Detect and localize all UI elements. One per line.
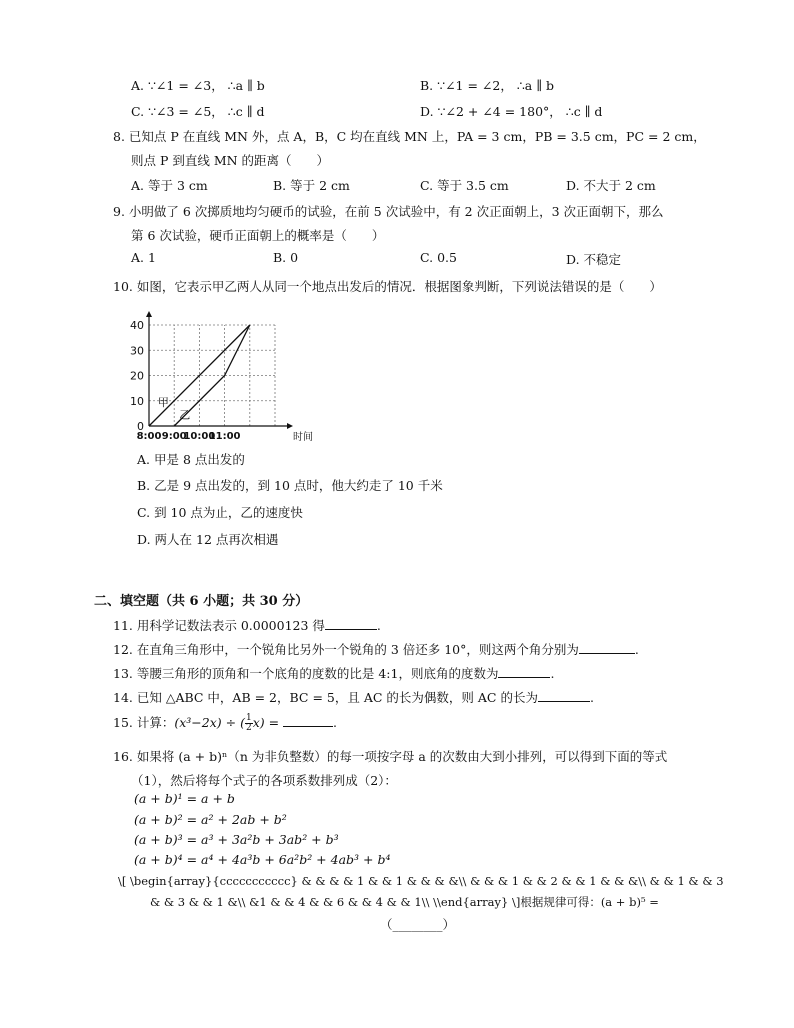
q10-option-b: B. 乙是 9 点出发的，到 10 点时，他大约走了 10 千米 [137,478,443,493]
y-tick-label: 40 [130,319,144,332]
q9-option-b: B. 0 [273,250,299,265]
q16-stem-line1: 16. 如果将 (a + b)ⁿ（n 为非负整数）的每一项按字母 a 的次数由大到小排列，可以得到下面的等式 [113,749,668,764]
series-label: 甲 [157,395,169,409]
q14-text: 14. 已知 △ABC 中，AB = 2，BC = 5，且 AC 的长为偶数，则 AC 的长为 [113,690,538,705]
q15-frac-den: 2 [245,723,252,733]
q12-answer-blank[interactable] [579,641,635,654]
q9-option-c: C. 0.5 [420,250,457,265]
q14-answer-blank[interactable] [538,689,590,702]
q9-option-d: D. 不稳定 [566,252,622,267]
q13 [113,664,554,682]
q7-option-c: C. ∵∠3 = ∠5， ∴c ∥ d [131,104,265,119]
q9-stem-line1: 9. 小明做了 6 次掷质地均匀硬币的试验，在前 5 次试验中，有 2 次正面朝上，3 次正面朝下，那么 [113,204,664,219]
q15-expr: (x³−2x) ÷ ( [174,715,245,730]
q12-end: . [634,642,639,657]
q12-text: 12. 在直角三角形中，一个锐角比另外一个锐角的 3 倍还多 10°，则这两个角分别为 [113,642,579,657]
q9-stem-line2: 第 6 次试验，硬币正面朝上的概率是（ ） [131,228,385,243]
q11 [113,616,381,634]
q8-option-a: A. 等于 3 cm [131,178,208,193]
q15-prefix: 15. 计算： [113,715,175,730]
q11-answer-blank[interactable] [325,617,377,630]
q8-option-d: D. 不大于 2 cm [566,178,656,193]
q16-stem-line2: （1），然后将每个式子的各项系数排列成（2）： [131,773,397,788]
q8-option-c: C. 等于 3.5 cm [420,178,509,193]
y-axis-arrow [146,311,152,317]
x-tick-label: 9:00 [161,431,187,442]
q12 [113,640,639,658]
q15 [113,713,337,733]
q15-fraction [245,714,253,733]
q16-equation-3: (a + b)³ = a³ + 3a²b + 3ab² + b³ [134,832,339,847]
x-tick-label: 10:00 [183,431,216,442]
x-axis-arrow [287,423,293,429]
q16-equation-4: (a + b)⁴ = a⁴ + 4a³b + 6a²b² + 4ab³ + b⁴ [134,852,391,867]
q7-option-b: B. ∵∠1 = ∠2， ∴a ∥ b [420,78,554,93]
q10-option-d: D. 两人在 12 点再次相遇 [137,532,279,547]
q10-chart [125,310,325,446]
x-tick-label: 8:00 [136,431,162,442]
q15-end: . [333,715,338,730]
q16-answer-blank[interactable]: （________） [380,917,456,932]
q10-stem: 10. 如图，它表示甲乙两人从同一个地点出发后的情况．根据图象判断，下列说法错误的是（ ） [113,279,662,294]
q9-option-a: A. 1 [131,250,156,265]
q15-answer-blank[interactable] [283,714,333,727]
q14 [113,688,594,706]
q13-end: . [550,666,555,681]
q15-frac-num: 1 [245,713,252,723]
q13-answer-blank[interactable] [498,665,550,678]
q13-text: 13. 等腰三角形的顶角和一个底角的度数的比是 4:1，则底角的度数为 [113,666,499,681]
q8-stem-line2: 则点 P 到直线 MN 的距离（ ） [131,153,330,168]
q14-end: . [589,690,594,705]
q10-option-c: C. 到 10 点为止，乙的速度快 [137,505,303,520]
q11-end: . [376,618,381,633]
q11-text: 11. 用科学记数法表示 0.0000123 得 [113,618,325,633]
q16-equation-1: (a + b)¹ = a + b [134,791,235,806]
x-tick-label: 11:00 [208,431,241,442]
q8-stem-line1: 8. 已知点 P 在直线 MN 外，点 A，B，C 均在直线 MN 上，PA = 3 cm，PB = 3.5 cm，PC = 2 cm， [113,129,706,144]
y-tick-label: 30 [130,344,144,358]
q16-raw-latex-line2: & & 3 & & 1 &\\ &1 & & 4 & & 6 & & 4 & & 1\\ \\end{array} \]根据规律可得：(a + b)⁵ = [150,895,659,909]
section-heading: 二、填空题（共 6 小题；共 30 分） [94,594,309,609]
q7-option-a: A. ∵∠1 = ∠3， ∴a ∥ b [131,78,265,93]
q8-option-b: B. 等于 2 cm [273,178,350,193]
q10-option-a: A. 甲是 8 点出发的 [137,452,245,467]
q15-expr-end: x) = [252,715,284,730]
y-tick-label: 0 [137,420,144,433]
x-axis-label: 时间 [293,432,313,443]
y-tick-label: 10 [130,394,144,408]
q16-equation-2: (a + b)² = a² + 2ab + b² [134,812,287,827]
q7-option-d: D. ∵∠2 + ∠4 = 180°， ∴c ∥ d [420,104,603,119]
series-label: 乙 [179,408,191,422]
y-tick-label: 20 [130,369,144,383]
q16-raw-latex-line1: \[ \begin{array}{ccccccccccc} & & & & 1 & & 1 & & & &\\ & & & 1 & & 2 & & 1 & & &\\ & & 1 & & 3 [118,874,724,888]
